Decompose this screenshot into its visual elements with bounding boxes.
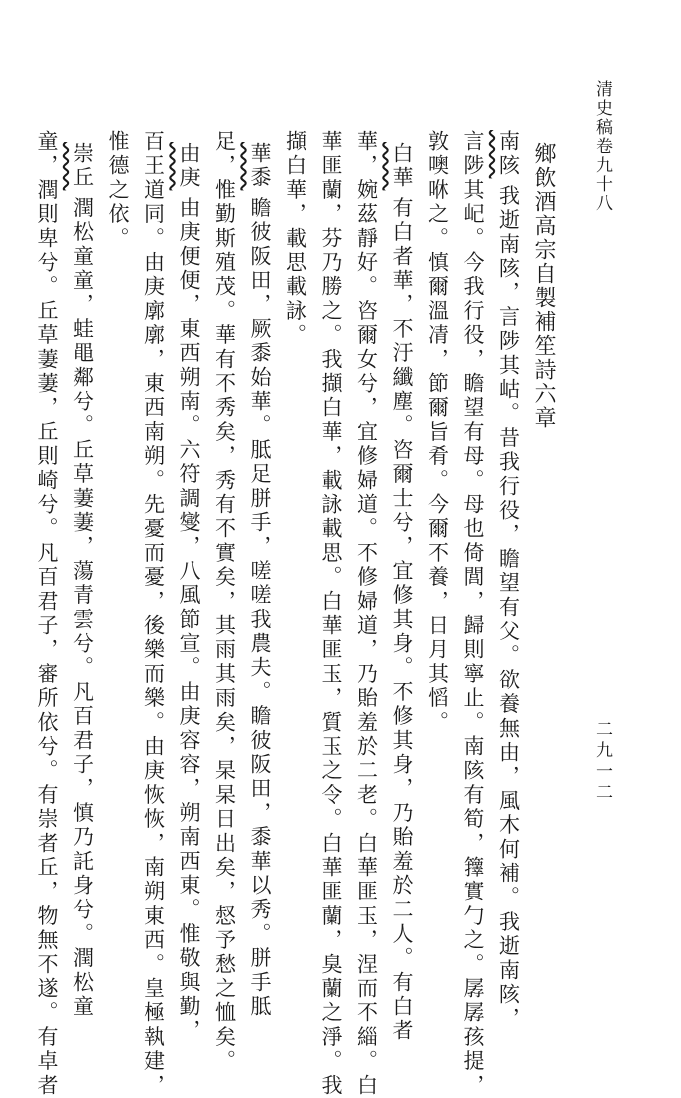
verse-line: 惟敬與勤， <box>177 922 201 1044</box>
text-column <box>242 130 278 1020</box>
page-number: 二九一二 <box>592 720 612 804</box>
verse-line: 胝足胼手，嗟嗟我農夫。 <box>248 438 272 705</box>
verse-line: 華，婉茲靜好。 <box>354 130 379 300</box>
verse-line: 惄予愁之恤矣。 <box>212 904 237 1074</box>
poem-title <box>526 130 562 950</box>
verse-line: 言陟其屺。 <box>461 130 485 251</box>
running-title: 清史稿卷九十八 <box>592 80 612 213</box>
text-column <box>384 130 420 1044</box>
verse-line: 南陔有筍，籜實勹之。 <box>461 735 485 977</box>
text-column <box>455 130 491 1098</box>
verse-line: 白華匪蘭，臭蘭之淨。 <box>319 831 343 1074</box>
verse-line: 欲養無由，風木何補。 <box>496 668 521 911</box>
section-label: 華黍 <box>248 142 272 191</box>
verse-line: 凡百君子，審所依兮。 <box>35 541 59 784</box>
verse-line: 有卓者 <box>35 1025 59 1098</box>
verse-line: 惟德之依。 <box>106 130 130 251</box>
verse-line: 咨爾女兮，宜修婦道。 <box>354 299 379 542</box>
verse-line: 先憂而憂，後樂而樂。 <box>141 493 166 735</box>
verse-line: 母也倚閭，歸則寧止。 <box>461 493 485 735</box>
verse-line: 華有不秀矣，秀有不實矣， <box>212 323 237 615</box>
verse-line: 潤松童 <box>70 946 95 1020</box>
verse-line: 不修其身，乃貽羞於二人。 <box>390 680 414 971</box>
verse-line: 丘草萋萋，丘則崎兮。 <box>35 299 59 542</box>
text-column <box>29 130 65 1098</box>
verse-line: 由庚恢恢，南朔東西。 <box>141 735 166 977</box>
verse-line: 有白者華，不汙纖塵。 <box>390 196 414 439</box>
verse-line: 六符調燮，八風節宣。 <box>177 438 201 681</box>
verse-line: 我逝南陔， <box>496 910 521 1032</box>
verse-line: 有白者 <box>390 970 414 1044</box>
text-column <box>171 130 207 1044</box>
verse-line: 童，潤則卑兮。 <box>35 130 59 300</box>
poem-title-text: 鄉飲酒高宗自製補笙詩六章 <box>531 142 556 430</box>
verse-line: 今爾不養，日月其慆。 <box>425 493 450 735</box>
verse-line: 咨爾士兮，宜修其身。 <box>390 438 414 681</box>
text-column <box>100 130 136 950</box>
verse-line: 白華匪玉，涅而不緇。 <box>354 831 379 1074</box>
text-column <box>313 130 349 1098</box>
verse-line: 由庚容容，朔南西東。 <box>177 680 201 923</box>
section-label: 白華 <box>390 142 414 191</box>
verse-line: 有崇者丘，物無不遂。 <box>35 783 59 1026</box>
verse-line: 白華匪玉，質玉之令。 <box>319 589 343 832</box>
text-column <box>419 130 455 950</box>
verse-line: 瞻彼阪田，厥黍始華。 <box>248 196 272 439</box>
section-label: 南陔 <box>496 130 521 179</box>
text-column <box>277 130 313 950</box>
text-column <box>348 130 384 1098</box>
section-label: 由庚 <box>177 142 201 191</box>
verse-line: 我逝南陔，言陟其岵。 <box>496 184 521 427</box>
verse-line: 慎爾溫凊，節爾旨肴。 <box>425 251 450 493</box>
text-column <box>135 130 171 1098</box>
text-column <box>64 130 100 1020</box>
verse-line: 白 <box>354 1073 379 1098</box>
verse-line: 由庚便便，東西朔南。 <box>177 196 201 439</box>
verse-line: 不修婦道，乃貽羞於二老。 <box>354 541 379 832</box>
verse-line: 今我行役，瞻望有母。 <box>461 251 485 493</box>
verse-line: 敦噢咻之。 <box>425 130 450 251</box>
verse-line: 瞻彼阪田，黍華以秀。 <box>248 704 272 947</box>
text-column <box>490 130 526 1032</box>
verse-line: 潤松童童，蛙黽鄰兮。 <box>70 196 95 439</box>
verse-line: 孱孱孩提， <box>461 977 485 1098</box>
poem-body <box>35 130 561 1098</box>
verse-line: 華匪蘭，芬乃勝之。 <box>319 130 343 348</box>
section-label: 崇丘 <box>70 142 95 191</box>
verse-line: 我 <box>319 1073 343 1098</box>
verse-line: 我擷白華，載詠載思。 <box>319 347 343 590</box>
verse-line: 足，惟勤斯殖茂。 <box>212 130 237 324</box>
verse-line: 其雨其雨矣，杲杲日出矣， <box>212 614 237 905</box>
verse-line: 昔我行役，瞻望有父。 <box>496 426 521 669</box>
verse-line: 皇極執建， <box>141 977 166 1098</box>
verse-line: 凡百君子，慎乃託身兮。 <box>70 680 95 947</box>
text-column <box>206 130 242 1074</box>
verse-line: 擷白華，載思載詠。 <box>283 130 308 348</box>
verse-line: 由庚廓廓，東西南朔。 <box>141 251 166 493</box>
verse-line: 丘草萋萋，蕩青雲兮。 <box>70 438 95 681</box>
verse-line: 百王道同。 <box>141 130 166 251</box>
verse-line: 胼手胝 <box>248 946 272 1020</box>
